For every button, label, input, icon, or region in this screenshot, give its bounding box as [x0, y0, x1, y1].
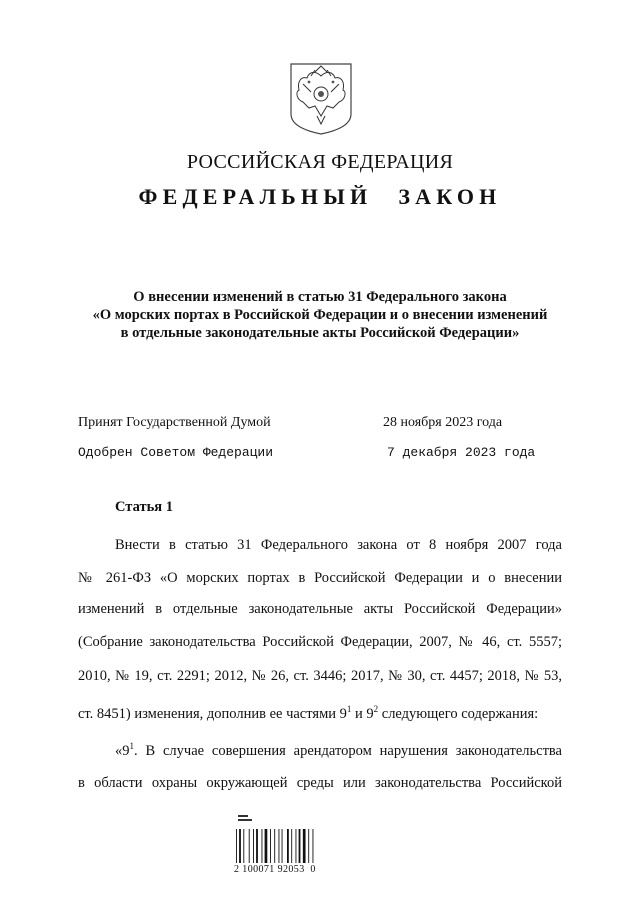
council-approval-date: 7 декабря 2023 года — [387, 445, 536, 460]
article-text-line: ст. 8451) изменения, дополнив ее частями $9^1$ и $9^2$ следующего содержания: — [78, 704, 539, 722]
council-approval-label: Одобрен Советом Федерации — [78, 445, 274, 460]
article-heading: Статья 1 — [115, 499, 173, 515]
document-type-word-2: ЗАКОН — [398, 184, 502, 209]
article-text-line: изменений в отдельные законодательные акты Российской Федерации» — [78, 601, 562, 617]
coat-of-arms-icon — [289, 62, 353, 136]
article-text-line: в области охраны окружающей среды или законодательства Российской — [78, 775, 562, 791]
article-text-line: Внести в статью 31 Федерального закона от 8 ноября 2007 года — [115, 537, 562, 553]
duma-adoption-label: Принят Государственной Думой — [78, 415, 271, 430]
article-text-line: (Собрание законодательства Российской Федерации, 2007, № 46, ст. 5557; — [78, 634, 562, 650]
document-type-word-1: ФЕДЕРАЛЬНЫЙ — [138, 184, 373, 209]
country-name: РОССИЙСКАЯ ФЕДЕРАЦИЯ — [186, 151, 454, 173]
law-title-line-1: О внесении изменений в статью 31 Федерального закона — [133, 289, 507, 305]
document-type — [0, 184, 640, 210]
duma-adoption-date: 28 ноября 2023 года — [383, 415, 503, 430]
law-title-line-3: в отдельные законодательные акты Российской Федерации» — [120, 325, 520, 341]
barcode-number: 2 100071 92053 0 — [234, 864, 316, 875]
law-title-line-2: «О морских портах в Российской Федерации и о внесении изменений — [92, 307, 548, 323]
article-text-line: 2010, № 19, ст. 2291; 2012, № 26, ст. 3446; 2017, № 30, ст. 4457; 2018, № 53, — [78, 668, 562, 684]
article-text-line: № 261-ФЗ «О морских портах в Российской Федерации и о внесении — [78, 570, 562, 586]
article-text-line: «$9^1$. В случае совершения арендатором нарушения законодательства — [115, 741, 562, 759]
